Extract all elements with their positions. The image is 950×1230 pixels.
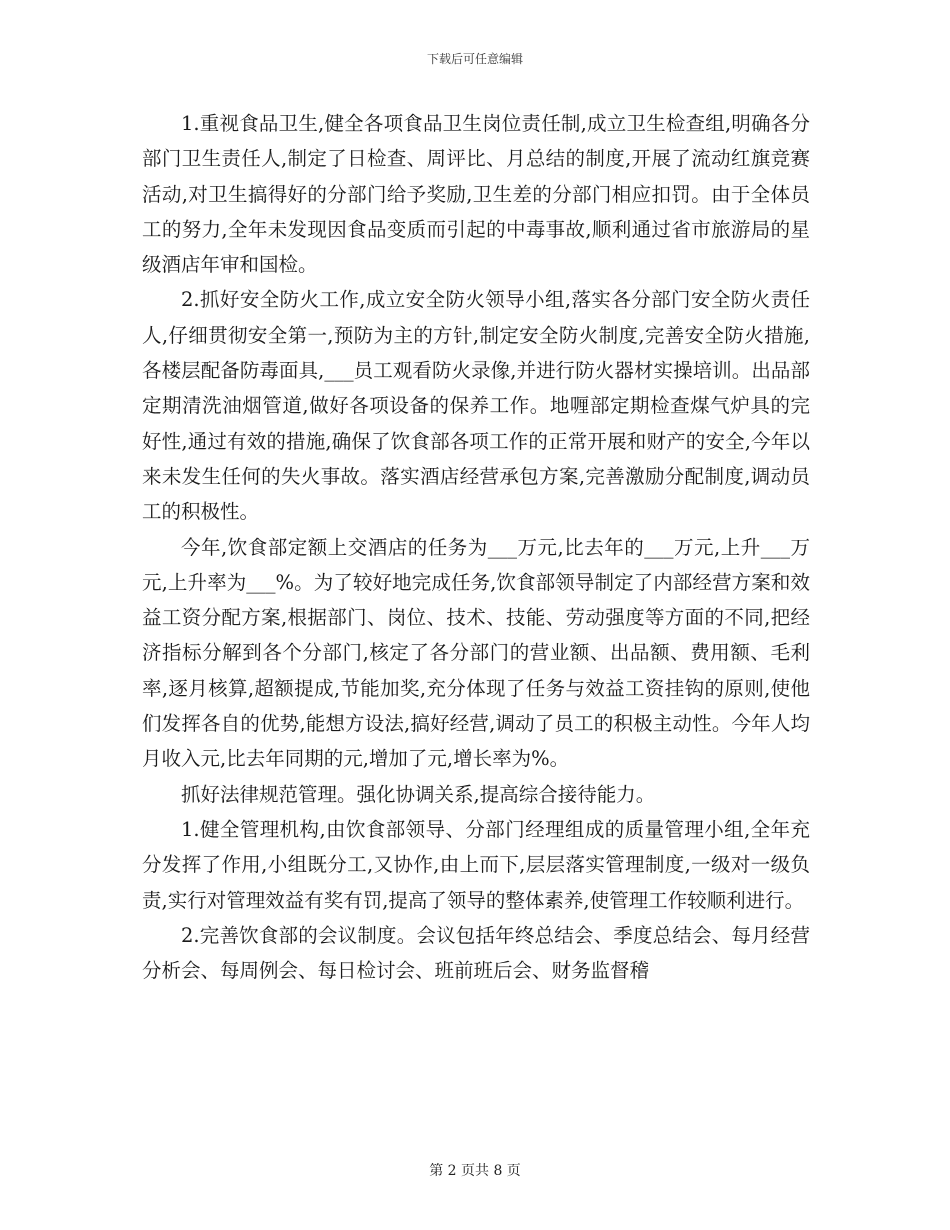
paragraph-annual-targets: 今年,饮食部定额上交酒店的任务为___万元,比去年的___万元,上升___万元,上升率为___%。为了较好地完成任务,饮食部领导制定了内部经营方案和效益工资分配方案,根据部门、岗位、技术、技能、劳动强度等方面的不同,把经济指标分解到各个分部门,核定了各分部门的营业额、出品额、费用额、毛利率,逐月核算,超额提成,节能加奖,充分体现了任务与效益工资挂钩的原则,使他们发挥各自的优势,能想方设法,搞好经营,调动了员工的积极主动性。今年人均月收入元,比去年同期的元,增加了元,增长率为%。	[142, 535, 810, 771]
paragraph-management-structure: 1.健全管理机构,由饮食部领导、分部门经理组成的质量管理小组,全年充分发挥了作用,小组既分工,又协作,由上而下,层层落实管理制度,一级对一级负责,实行对管理效益有奖有罚,提高了领导的整体素养,使管理工作较顺利进行。	[142, 817, 810, 912]
paragraph-food-hygiene: 1.重视食品卫生,健全各项食品卫生岗位责任制,成立卫生检查组,明确各分部门卫生责任人,制定了日检查、周评比、月总结的制度,开展了流动红旗竞赛活动,对卫生搞得好的分部门给予奖励,卫生差的分部门相应扣罚。由于全体员工的努力,全年未发现因食品变质而引起的中毒事故,顺利通过省市旅游局的星级酒店年审和国检。	[142, 112, 810, 277]
page-footer: 第 2 页共 8 页	[429, 1163, 521, 1179]
document-body	[142, 106, 810, 988]
paragraph-fire-safety: 2.抓好安全防火工作,成立安全防火领导小组,落实各分部门安全防火责任人,仔细贯彻安全第一,预防为主的方针,制定安全防火制度,完善安全防火措施,各楼层配备防毒面具,___员工观看防火录像,并进行防火器材实操培训。出品部定期清洗油烟管道,做好各项设备的保养工作。地喱部定期检查煤气炉具的完好性,通过有效的措施,确保了饮食部各项工作的正常开展和财产的安全,今年以来未发生任何的失火事故。落实酒店经营承包方案,完善激励分配制度,调动员工的积极性。	[142, 288, 810, 524]
paragraph-meeting-system: 2.完善饮食部的会议制度。会议包括年终总结会、季度总结会、每月经营分析会、每周例会、每日检讨会、班前班后会、财务监督稽	[142, 923, 810, 983]
page-header: 下载后可任意编辑	[426, 52, 523, 66]
paragraph-legal-management: 抓好法律规范管理。强化协调关系,提高综合接待能力。	[181, 782, 656, 806]
